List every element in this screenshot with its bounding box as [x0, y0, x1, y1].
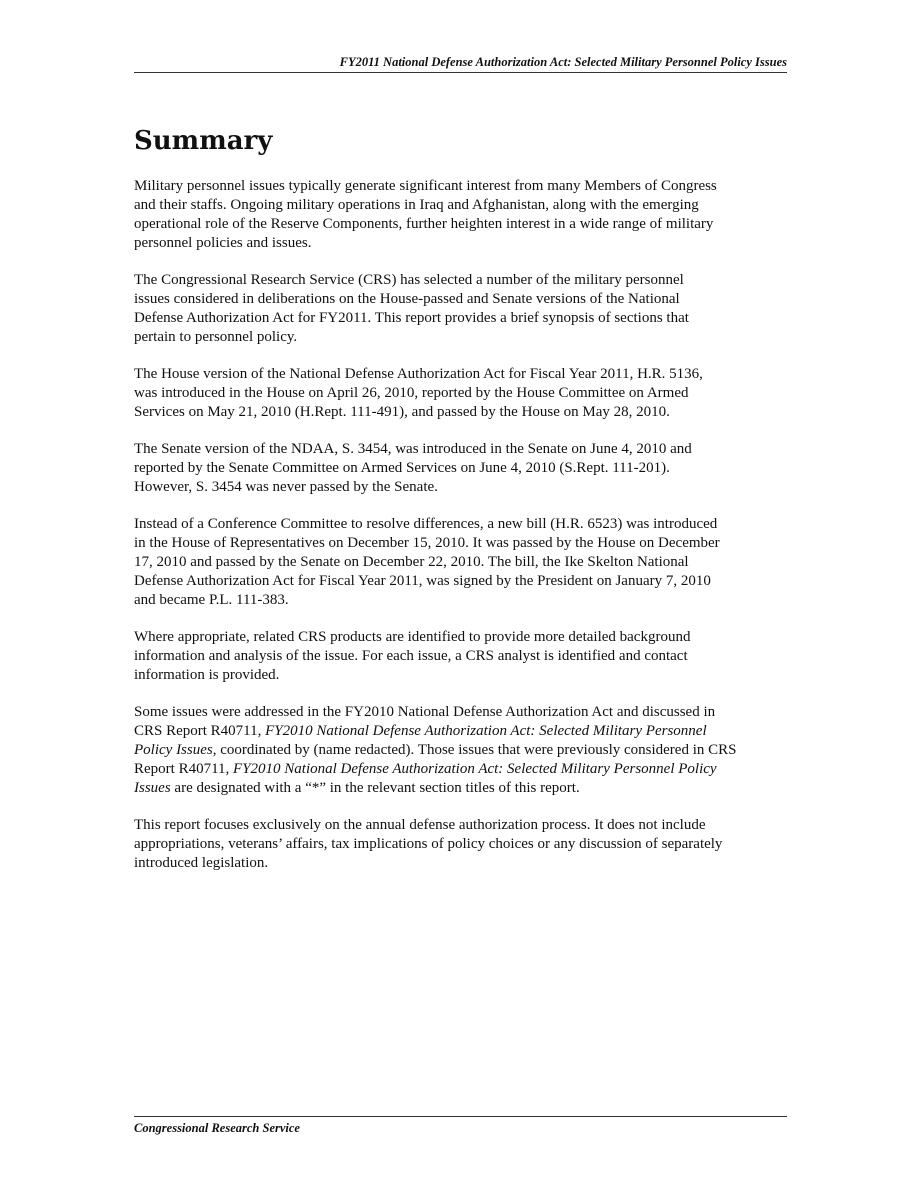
- paragraph: Military personnel issues typically generate significant interest from many Members of Congress and their staffs. Ongoing military operations in Iraq and Afghanistan, along with the emerging operational role of the Reserve Components, further heighten interest in a wide range of military personnel policies and issues.: [134, 178, 717, 251]
- footer-rule: [134, 1116, 787, 1117]
- paragraph: Instead of a Conference Committee to resolve differences, a new bill (H.R. 6523) was introduced in the House of Representatives on December 15, 2010. It was passed by the House on December 17, 2010 and passed by the Senate on December 22, 2010. The bill, the Ike Skelton National Defense Authorization Act for Fiscal Year 2011, was signed by the President on January 7, 2010 and became P.L. 111-383.: [134, 516, 720, 608]
- paragraph: This report focuses exclusively on the annual defense authorization process. It does not include appropriations, veterans’ affairs, tax implications of policy choices or any discussion of separately introduced legislation.: [134, 817, 723, 871]
- running-header-title: FY2011 National Defense Authorization Act: Selected Military Personnel Policy Issues: [339, 55, 787, 69]
- paragraph-text: Some issues were addressed in the FY2010 National Defense Authorization Act and discussed in CRS Report R40711,: [134, 704, 716, 739]
- paragraph-text: are designated with a “*” in the relevant section titles of this report.: [170, 780, 580, 796]
- header-rule: [134, 72, 787, 73]
- report-title-italic: FY2010 National Defense Authorization Act: Selected Military Personnel Policy Issues: [134, 761, 717, 796]
- paragraph: Where appropriate, related CRS products are identified to provide more detailed background information and analysis of the issue. For each issue, a CRS analyst is identified and contact information is provided.: [134, 629, 691, 683]
- paragraph: The Congressional Research Service (CRS) has selected a number of the military personnel issues considered in deliberations on the House-passed and Senate versions of the National Defense Authorization Act for FY2011. This report provides a brief synopsis of sections that pertain to personnel policy.: [134, 272, 689, 345]
- footer-label: Congressional Research Service: [134, 1121, 300, 1135]
- paragraph: The House version of the National Defense Authorization Act for Fiscal Year 2011, H.R. 5136, was introduced in the House on April 26, 2010, reported by the House Committee on Armed Services on May 21, 2010 (H.Rept. 111-491), and passed by the House on May 28, 2010.: [134, 366, 703, 420]
- paragraph: [134, 703, 794, 798]
- summary-body: [134, 177, 794, 891]
- report-title-italic: FY2010 National Defense Authorization Act: Selected Military Personnel Policy Issues: [134, 723, 707, 758]
- section-title: Summary: [134, 126, 273, 156]
- paragraph-text: , coordinated by (name redacted). Those issues that were previously considered in CRS Report R40711,: [134, 742, 737, 777]
- paragraph: The Senate version of the NDAA, S. 3454, was introduced in the Senate on June 4, 2010 and reported by the Senate Committee on Armed Services on June 4, 2010 (S.Rept. 111-201). However, S. 3454 was never passed by the Senate.: [134, 441, 692, 495]
